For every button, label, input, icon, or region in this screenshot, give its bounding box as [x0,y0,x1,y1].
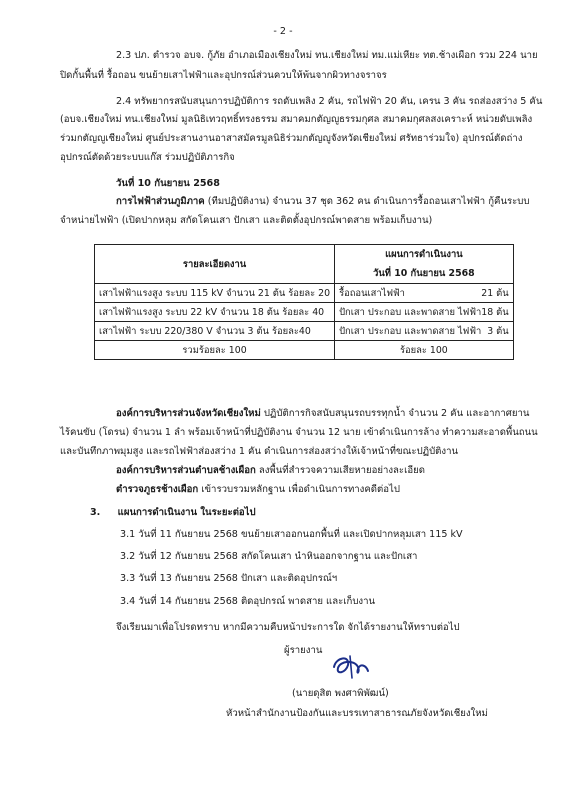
section3-item: 3.2 วันที่ 12 กันยายน 2568 สกัดโคนเสา นำหินออกจากฐาน และปักเสา [120,551,418,562]
signature-image [328,651,376,681]
para-2-3-line2: ปิดกั้นพื้นที่ รื้อถอน ขนย้ายเสาไฟฟ้าและอุปกรณ์ส่วนควบให้พ้นจากผิวทางจราจร [60,70,387,81]
section3-title: แผนการดำเนินงาน ในระยะต่อไป [117,507,256,518]
work-plan-table [94,244,514,360]
closing-text: จึงเรียนมาเพื่อโปรดทราบ หากมีความคืบหน้าประการใด จักได้รายงานให้ทราบต่อไป [116,622,460,633]
table-cell-detail: เสาไฟฟ้าแรงสูง ระบบ 115 kV จำนวน 21 ต้น ร้อยละ 20 [95,284,335,303]
section3-number: 3. [90,507,101,518]
plan-qty: 3 ต้น [487,325,509,337]
table-row [95,303,514,322]
pea-line2: จำหน่ายไฟฟ้า (เปิดปากหลุม สกัดโคนเสา ปักเสา และติดตั้งอุปกรณ์พาดสาย พร้อมเก็บงาน) [60,215,433,226]
pao-line1 [116,408,529,420]
table-header-plan-date: วันที่ 10 กันยายน 2568 [373,268,475,279]
police-text: เข้ารวบรวมหลักฐาน เพื่อดำเนินการทางคดีต่อไป [198,484,400,495]
table-cell-detail: เสาไฟฟ้าแรงสูง ระบบ 22 kV จำนวน 18 ต้น ร้อยละ 40 [95,303,335,322]
sao-org-name: องค์การบริหารส่วนตำบลช้างเผือก [116,465,256,476]
table-header-detail: รายละเอียดงาน [95,245,335,284]
plan-text: ปักเสา ประกอบ และพาดสาย ไฟฟ้า [339,325,482,337]
table-total-row [95,341,514,360]
sao-line [116,465,425,477]
para-2-4-line1: 2.4 ทรัพยากรสนับสนุนการปฏิบัติการ รถดับเพลิง 2 คัน, รถไฟฟ้า 20 คัน, เครน 3 คัน รถส่องสว่าง 5 คัน [116,96,543,107]
page-number: - 2 - [273,26,293,37]
police-line [116,484,400,496]
section3-heading [90,507,256,519]
plan-qty: 21 ต้น [481,287,509,299]
signer-name: (นายดุสิต พงศาพิพัฒน์) [292,688,389,699]
sao-text: ลงพื้นที่สำรวจความเสียหายอย่างละเอียด [255,465,425,476]
section3-item: 3.1 วันที่ 11 กันยายน 2568 ขนย้ายเสาออกนอกพื้นที่ และเปิดปากหลุมเสา 115 kV [120,529,463,540]
plan-qty: 18 ต้น [481,306,509,318]
section3-item: 3.3 วันที่ 13 กันยายน 2568 ปักเสา และติดอุปกรณ์ฯ [120,573,338,584]
pea-line1-text: (ทีมปฏิบัติงาน) จำนวน 37 ชุด 362 คน ดำเนินการรื้อถอนเสาไฟฟ้า กู้คืนระบบ [204,196,530,207]
table-cell-detail: เสาไฟฟ้า ระบบ 220/380 V จำนวน 3 ต้น ร้อยละ40 [95,322,335,341]
table-row [95,284,514,303]
reporter-label: ผู้รายงาน [284,645,323,656]
table-cell-plan [335,322,514,341]
plan-text: รื้อถอนเสาไฟฟ้า [339,287,405,299]
pao-line3: และบันทึกภาพมุมสูง และรถไฟฟ้าส่องสว่าง 1 คัน ดำเนินการส่องสว่างให้เจ้าหน้าที่ขณะปฏิบัติงาน [60,446,459,457]
pao-line1-text: ปฏิบัติการกิจสนับสนุนรถบรรทุกน้ำ จำนวน 2 คัน และอากาศยาน [260,408,530,419]
police-org-name: ตำรวจภูธรช้างเผือก [116,484,199,495]
table-total-left: รวมร้อยละ 100 [95,341,335,360]
table-header-plan-title: แผนการดำเนินงาน [385,249,463,260]
table-cell-plan [335,284,514,303]
pao-org-name: องค์การบริหารส่วนจังหวัดเชียงใหม่ [116,408,261,419]
section3-item: 3.4 วันที่ 14 กันยายน 2568 ติดอุปกรณ์ พาดสาย และเก็บงาน [120,596,376,607]
pea-line1 [116,196,530,208]
plan-text: ปักเสา ประกอบ และพาดสาย ไฟฟ้า [339,306,482,318]
para-2-4-line3: ร่วมกตัญญูเชียงใหม่ ศูนย์ประสานงานอาสาสมัครมูลนิธิร่วมกตัญญูจังหวัดเชียงใหม่ ศรัทธาร่วมใจ) อุปกรณ์ตัดถ่าง [60,133,523,144]
table-row [95,322,514,341]
table-header-plan [335,245,514,284]
signer-position: หัวหน้าสำนักงานป้องกันและบรรเทาสาธารณภัยจังหวัดเชียงใหม่ [226,708,488,719]
table-cell-plan [335,303,514,322]
para-2-4-line2: (อบจ.เชียงใหม่ ทน.เชียงใหม่ มูลนิธิเทวฤทธิ์ทรงธรรม สมาคมกตัญญูธรรมกุศล สมาคมกุศลสงเคราะห์ หน่วยดับเพลิง [60,114,533,125]
para-2-4-line4: อุปกรณ์ตัดด้วยระบบแก๊ส ร่วมปฏิบัติภารกิจ [60,152,235,163]
date-heading: วันที่ 10 กันยายน 2568 [116,178,220,189]
pea-org-name: การไฟฟ้าส่วนภูมิภาค [116,196,205,207]
para-2-3-line1: 2.3 ปภ. ตำรวจ อบจ. กู้ภัย อำเภอเมืองเชียงใหม่ ทน.เชียงใหม่ ทม.แม่เหียะ ทต.ช้างเผือก รวม 224 นาย [116,50,538,61]
pao-line2: ไร้คนขับ (โดรน) จำนวน 1 ลำ พร้อมเจ้าหน้าที่ปฏิบัติงาน จำนวน 12 นาย เข้าดำเนินการล้าง ทำความสะอาดพื้นถนน [60,427,538,438]
table-total-right: ร้อยละ 100 [335,341,514,360]
